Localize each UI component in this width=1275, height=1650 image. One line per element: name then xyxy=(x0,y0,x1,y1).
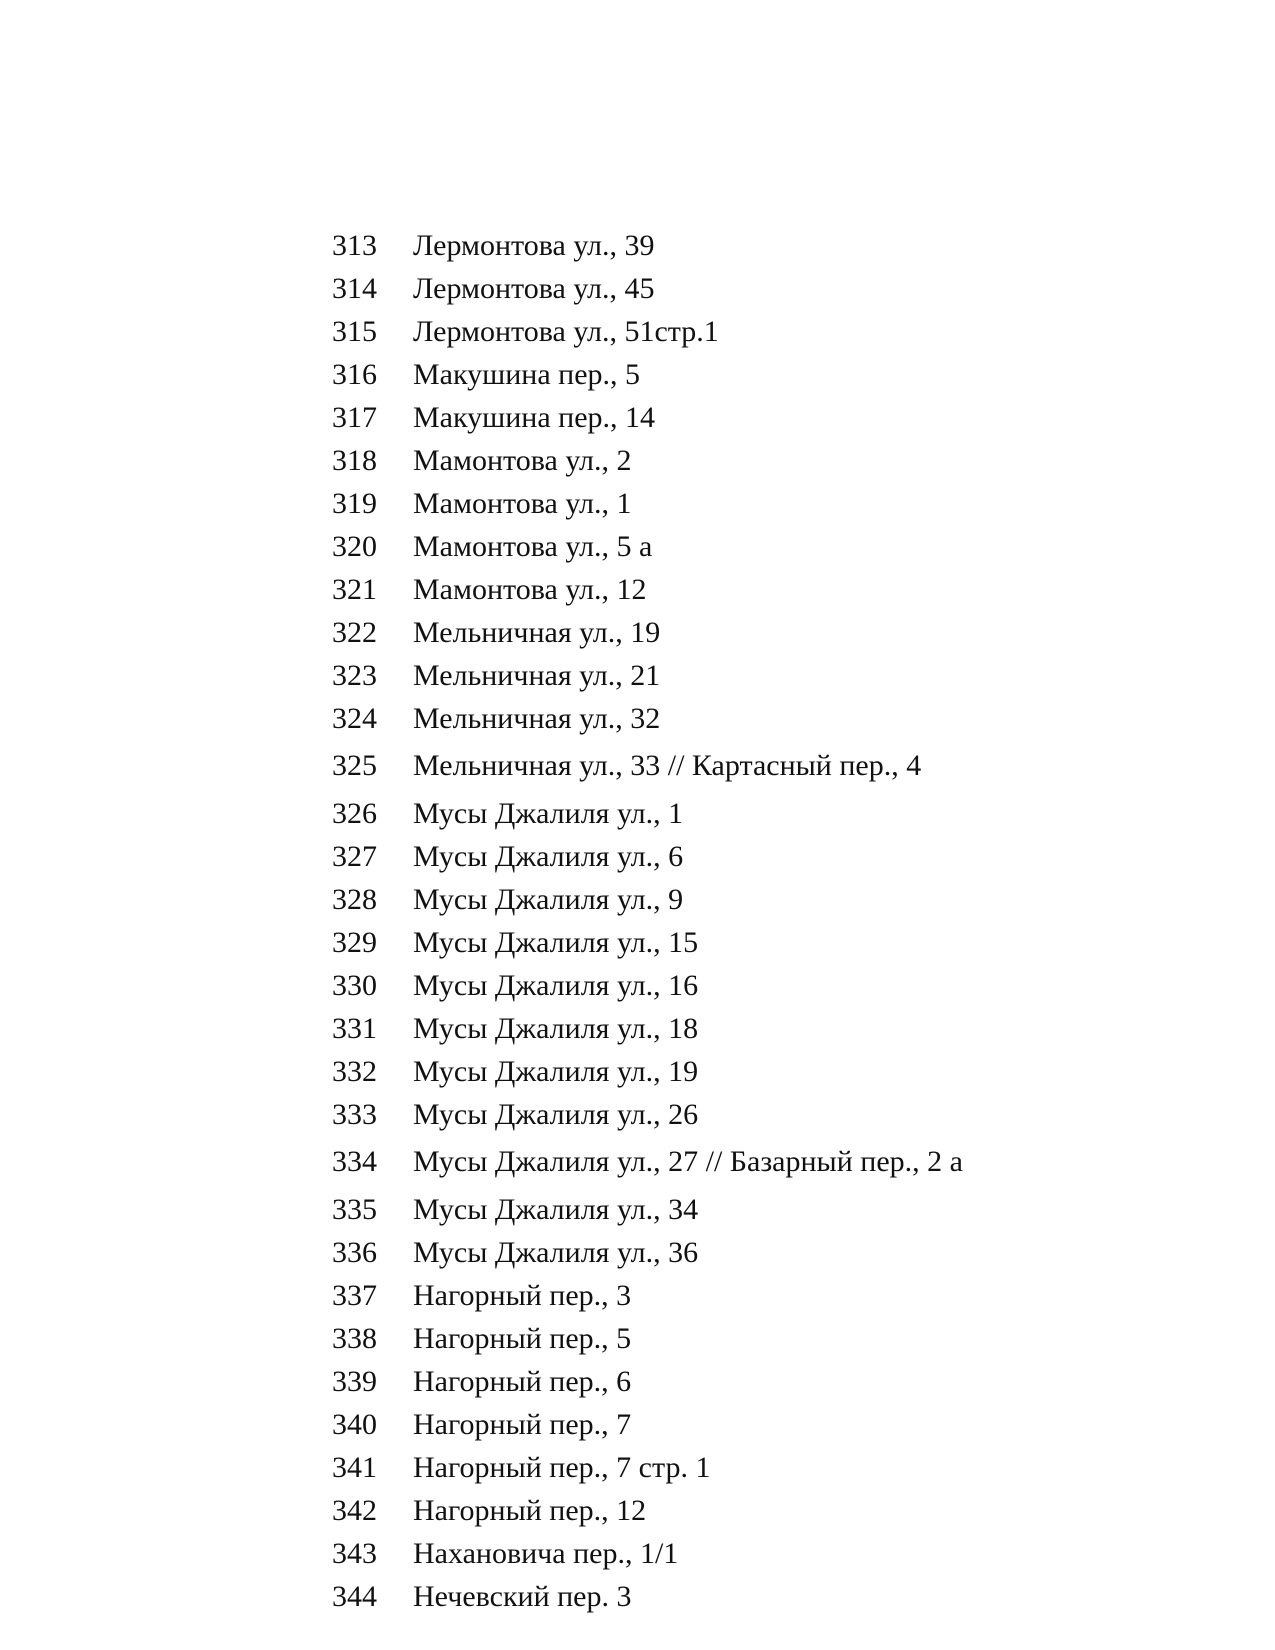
item-number: 313 xyxy=(332,229,377,262)
item-number: 344 xyxy=(332,1580,377,1613)
item-address: Нагорный пер., 3 xyxy=(413,1279,632,1312)
item-address: Нагорный пер., 5 xyxy=(413,1322,632,1355)
item-number: 324 xyxy=(332,702,377,735)
item-number: 331 xyxy=(332,1012,377,1045)
item-address: Нахановича пер., 1/1 xyxy=(413,1537,679,1570)
list-item xyxy=(332,654,963,697)
list-item xyxy=(332,224,963,267)
item-number: 329 xyxy=(332,926,377,959)
item-number: 343 xyxy=(332,1537,377,1570)
list-item xyxy=(332,1136,963,1188)
item-number: 337 xyxy=(332,1279,377,1312)
list-item xyxy=(332,1007,963,1050)
item-number: 332 xyxy=(332,1055,377,1088)
item-number: 322 xyxy=(332,616,377,649)
item-number: 334 xyxy=(332,1145,377,1178)
item-address: Нагорный пер., 7 xyxy=(413,1408,632,1441)
item-address: Мусы Джалиля ул., 36 xyxy=(413,1236,699,1269)
list-item xyxy=(332,525,963,568)
list-item xyxy=(332,697,963,740)
list-item xyxy=(332,1532,963,1575)
item-number: 338 xyxy=(332,1322,377,1355)
item-address: Мусы Джалиля ул., 16 xyxy=(413,969,699,1002)
list-item xyxy=(332,1274,963,1317)
item-number: 320 xyxy=(332,530,377,563)
list-item xyxy=(332,1489,963,1532)
item-number: 319 xyxy=(332,487,377,520)
item-address: Мусы Джалиля ул., 6 xyxy=(413,840,684,873)
item-number: 315 xyxy=(332,315,377,348)
list-item xyxy=(332,310,963,353)
list-item xyxy=(332,439,963,482)
item-address: Мельничная ул., 33 // Картасный пер., 4 xyxy=(413,749,922,782)
item-address: Мамонтова ул., 1 xyxy=(413,487,632,520)
item-number: 342 xyxy=(332,1494,377,1527)
list-item xyxy=(332,1446,963,1489)
item-number: 333 xyxy=(332,1098,377,1131)
item-address: Мусы Джалиля ул., 18 xyxy=(413,1012,699,1045)
item-address: Нагорный пер., 7 стр. 1 xyxy=(413,1451,711,1484)
list-item xyxy=(332,835,963,878)
item-number: 325 xyxy=(332,749,377,782)
item-number: 326 xyxy=(332,797,377,830)
list-item xyxy=(332,482,963,525)
item-address: Мамонтова ул., 12 xyxy=(413,573,647,606)
item-address: Мельничная ул., 19 xyxy=(413,616,661,649)
item-number: 317 xyxy=(332,401,377,434)
item-address: Мусы Джалиля ул., 34 xyxy=(413,1193,699,1226)
list-item xyxy=(332,740,963,792)
list-item xyxy=(332,1093,963,1136)
item-number: 341 xyxy=(332,1451,377,1484)
item-address: Мамонтова ул., 5 а xyxy=(413,530,653,563)
item-number: 321 xyxy=(332,573,377,606)
item-address: Макушина пер., 14 xyxy=(413,401,656,434)
item-number: 336 xyxy=(332,1236,377,1269)
item-address: Лермонтова ул., 45 xyxy=(413,272,655,305)
list-item xyxy=(332,267,963,310)
item-address: Нагорный пер., 6 xyxy=(413,1365,632,1398)
list-item xyxy=(332,1188,963,1231)
item-address: Лермонтова ул., 39 xyxy=(413,229,655,262)
list-item xyxy=(332,964,963,1007)
item-address: Мусы Джалиля ул., 27 // Базарный пер., 2 а xyxy=(413,1145,963,1178)
item-address: Мусы Джалиля ул., 15 xyxy=(413,926,699,959)
item-number: 318 xyxy=(332,444,377,477)
list-item xyxy=(332,1050,963,1093)
list-item xyxy=(332,568,963,611)
list-item xyxy=(332,611,963,654)
item-address: Мельничная ул., 21 xyxy=(413,659,661,692)
item-address: Нечевский пер. 3 xyxy=(413,1580,632,1613)
item-address: Мусы Джалиля ул., 9 xyxy=(413,883,684,916)
list-item xyxy=(332,1575,963,1618)
item-address: Макушина пер., 5 xyxy=(413,358,641,391)
item-number: 340 xyxy=(332,1408,377,1441)
item-number: 314 xyxy=(332,272,377,305)
list-item xyxy=(332,353,963,396)
item-address: Нагорный пер., 12 xyxy=(413,1494,647,1527)
item-address: Лермонтова ул., 51стр.1 xyxy=(413,315,719,348)
list-item xyxy=(332,1317,963,1360)
item-address: Мусы Джалиля ул., 26 xyxy=(413,1098,699,1131)
item-number: 339 xyxy=(332,1365,377,1398)
item-number: 316 xyxy=(332,358,377,391)
list-item xyxy=(332,792,963,835)
list-item xyxy=(332,921,963,964)
item-number: 335 xyxy=(332,1193,377,1226)
list-item xyxy=(332,1403,963,1446)
list-item xyxy=(332,1360,963,1403)
item-address: Мусы Джалиля ул., 1 xyxy=(413,797,684,830)
item-number: 323 xyxy=(332,659,377,692)
item-number: 327 xyxy=(332,840,377,873)
item-address: Мамонтова ул., 2 xyxy=(413,444,632,477)
list-item xyxy=(332,396,963,439)
item-address: Мусы Джалиля ул., 19 xyxy=(413,1055,699,1088)
item-number: 330 xyxy=(332,969,377,1002)
list-item xyxy=(332,1231,963,1274)
address-list xyxy=(332,224,963,1618)
list-item xyxy=(332,878,963,921)
item-address: Мельничная ул., 32 xyxy=(413,702,661,735)
item-number: 328 xyxy=(332,883,377,916)
